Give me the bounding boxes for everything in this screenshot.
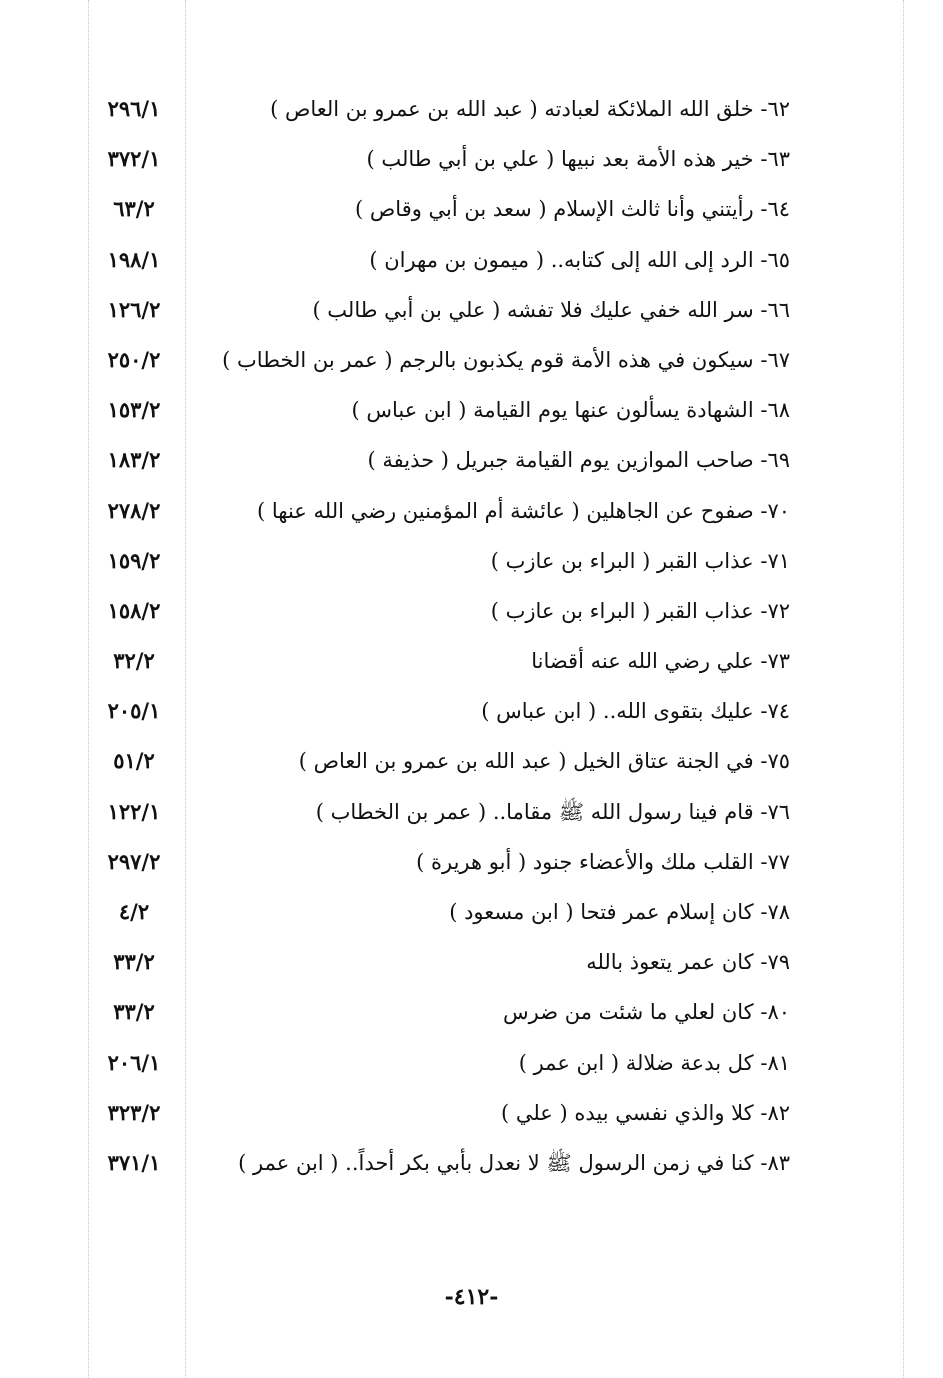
entry-reference: ٣٧٢/١ [107,146,161,172]
entry-text: ٧١- عذاب القبر ( البراء بن عازب ) [490,548,790,573]
entry-reference: ٣٧١/١ [107,1149,161,1175]
entry-reference: ٦٣/٢ [113,196,155,222]
index-entry [60,343,790,393]
entry-text: ٦٣- خير هذه الأمة بعد نبيها ( علي بن أبي طالب ) [366,147,790,172]
entry-text: ٦٥- الرد إلى الله إلى كتابه.. ( ميمون بن مهران ) [369,247,790,272]
entry-reference: ١٨٣/٢ [107,447,161,473]
index-entry [60,795,790,845]
athar-index-list [60,92,790,1196]
entry-reference: ١٢٢/١ [107,798,161,824]
index-entry [60,293,790,343]
index-entry [60,243,790,293]
entry-text: ٦٢- خلق الله الملائكة لعبادته ( عبد الله بن عمرو بن العاص ) [270,97,790,121]
entry-text: ٨٠- كان لعلي ما شئت من ضرس [502,1000,790,1025]
entry-text: ٧٥- في الجنة عتاق الخيل ( عبد الله بن عمرو بن العاص ) [298,749,790,774]
index-entry [60,1146,790,1196]
index-entry [60,494,790,544]
entry-reference: ٥١/٢ [113,748,155,774]
index-entry [60,694,790,744]
entry-reference: ٢٩٧/٢ [107,848,161,874]
entry-text: ٧٢- عذاب القبر ( البراء بن عازب ) [490,598,790,623]
index-entry [60,945,790,995]
entry-reference: ٣٣/٢ [113,999,155,1025]
index-entry [60,1096,790,1146]
index-entry [60,142,790,192]
entry-text: ٧٩- كان عمر يتعوذ بالله [586,950,790,975]
index-entry [60,192,790,242]
index-entry [60,995,790,1045]
index-entry [60,393,790,443]
entry-reference: ١٩٨/١ [107,246,161,272]
entry-text: ٨١- كل بدعة ضلالة ( ابن عمر ) [518,1050,790,1075]
entry-reference: ١٥٣/٢ [107,397,161,423]
entry-reference: ٢٧٨/٢ [107,497,161,523]
entry-text: ٦٩- صاحب الموازين يوم القيامة جبريل ( حذيفة ) [367,448,790,473]
entry-text: ٦٦- سر الله خفي عليك فلا تفشه ( علي بن أبي طالب ) [312,297,790,322]
entry-text: ٧٨- كان إسلام عمر فتحا ( ابن مسعود ) [449,900,790,924]
entry-text: ٦٨- الشهادة يسألون عنها يوم القيامة ( ابن عباس ) [351,398,790,423]
entry-text: ٧٣- علي رضي الله عنه أقضانا [531,649,790,674]
entry-reference: ٢٠٥/١ [107,698,161,724]
entry-reference: ١٥٨/٢ [107,597,161,623]
entry-reference: ٢٥٠/٢ [107,346,161,372]
scan-guide-line [903,0,904,1378]
entry-text: ٨٢- كلا والذي نفسي بيده ( علي ) [500,1100,790,1125]
index-entry [60,443,790,493]
index-entry [60,594,790,644]
index-entry [60,1046,790,1096]
entry-text: ٦٤- رأيتني وأنا ثالث الإسلام ( سعد بن أبي وقاص ) [355,197,790,222]
entry-reference: ٣٢٣/٢ [107,1099,161,1125]
entry-reference: ٢٩٦/١ [107,96,161,121]
entry-reference: ٢٠٦/١ [107,1049,161,1075]
index-entry [60,644,790,694]
index-entry [60,92,790,142]
entry-text: ٨٣- كنا في زمن الرسول ﷺ لا نعدل بأبي بكر أحداً.. ( ابن عمر ) [238,1150,790,1175]
entry-text: ٧٦- قام فينا رسول الله ﷺ مقاما.. ( عمر بن الخطاب ) [315,799,790,824]
page-number: -٤١٢- [444,1284,499,1310]
index-entry [60,744,790,794]
entry-text: ٧٧- القلب ملك والأعضاء جنود ( أبو هريرة ) [416,849,790,874]
index-entry [60,845,790,895]
entry-text: ٧٤- عليك بتقوى الله.. ( ابن عباس ) [481,699,790,724]
index-entry [60,544,790,594]
entry-reference: ١٥٩/٢ [107,547,161,573]
entry-reference: ١٢٦/٢ [107,296,161,322]
entry-text: ٧٠- صفوح عن الجاهلين ( عائشة أم المؤمنين رضي الله عنها ) [257,498,790,523]
entry-reference: ٤/٢ [118,899,150,924]
entry-reference: ٣٢/٢ [113,648,155,674]
entry-reference: ٣٣/٢ [113,949,155,975]
entry-text: ٦٧- سيكون في هذه الأمة قوم يكذبون بالرجم ( عمر بن الخطاب ) [222,347,790,372]
index-entry [60,895,790,945]
